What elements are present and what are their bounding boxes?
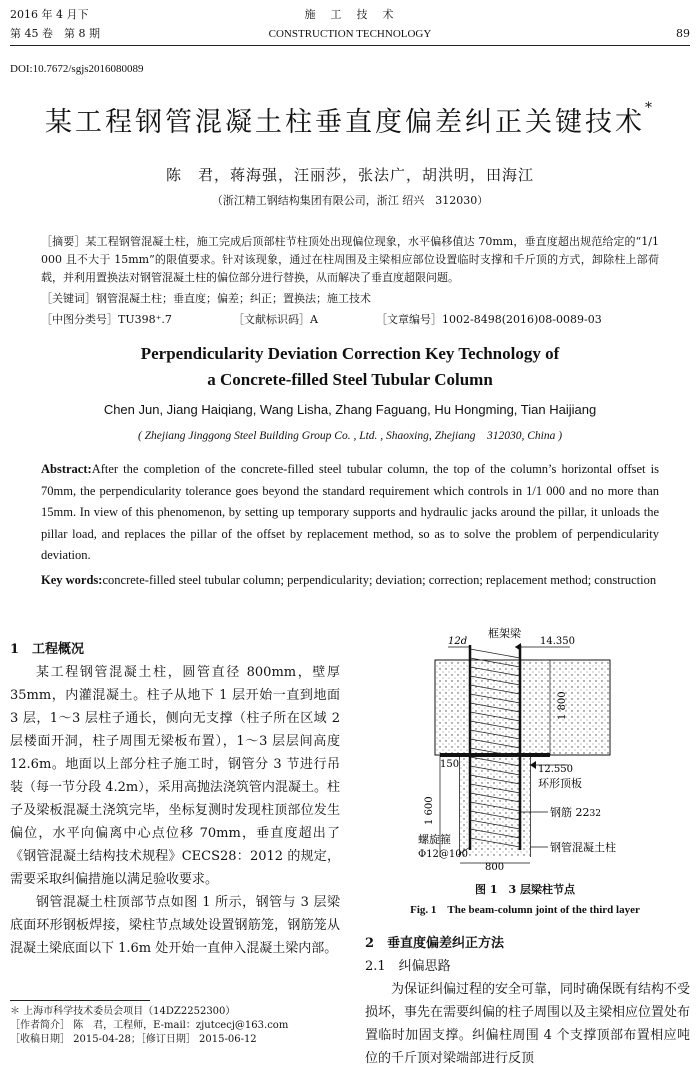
- header-journal-en: CONSTRUCTION TECHNOLOGY: [268, 28, 432, 40]
- abstract-en: Abstract:After the completion of the concrete-filled steel tubular column, the top of the column’s horizontal offset is 70mm, the perpendicularity tolerance goes beyond the standard requirement which controls in 1/1 000 and no more than 15mm. In view of this phenomenon, by setting up temporary supports and hydraulic jacks around the pillar, it unloads the pillar load, and replaces the pillar of the offset by replacement method, so as to solve the problem of perpendicularity deviation.: [41, 462, 659, 562]
- stirrup-segment: [470, 649, 520, 658]
- header-date: 2016 年 4 月下: [10, 8, 89, 21]
- figure-caption-en: Fig. 1 The beam-column joint of the third layer: [410, 904, 640, 916]
- authors-cn: 陈 君，蒋海强，汪丽莎，张法广，胡洪明，田海江: [165, 166, 534, 184]
- footnotes: [10, 1005, 340, 1047]
- section1-heading: 1 工程概况: [10, 642, 85, 657]
- abstract-cn: ［摘要］某工程钢管混凝土柱，施工完成后顶部柱节柱顶处出现偏位现象，水平偏移值达 70mm，垂直度超出规范给定的“1/1 000 且不大于 15mm”的限值要求。针对该现象，通过在柱周围及主梁相应部位设置临时支撑和千斤顶的方式，卸除柱上部荷载，并利用置换法对钢管混凝土柱的偏位部分进行替换，从而解决了垂直度超限问题。: [41, 235, 660, 284]
- section2-para1: 为保证纠偏过程的安全可靠，同时确保既有结构不受损坏，事先在需要纠偏的柱子周围以及主梁相应位置处布置临时加固支撑。纠偏柱周围 4 个支撑顶部布置相应吨位的千斤顶对梁端部进行反顶: [365, 982, 691, 1066]
- doi: DOI:10.7672/sgjs2016080089: [10, 63, 144, 75]
- header-page: 89: [676, 27, 690, 40]
- section1-para2: 钢管混凝土柱顶部节点如图 1 所示，钢管与 3 层梁底面环形钢板焊接，梁柱节点域处设置钢筋笼，钢筋笼从混凝土梁底面以下 1.6m 处开始一直伸入混凝土梁内部。: [10, 895, 340, 956]
- affiliation-en: ( Zhejiang Jinggong Steel Building Group Co. , Ltd. , Shaoxing, Zhejiang 312030, China ): [137, 430, 563, 442]
- section2-sub-heading: 2.1 纠偏思路: [365, 959, 451, 974]
- footnote-rule: [10, 1000, 150, 1001]
- header-volume: 第 45 卷 第 8 期: [10, 27, 100, 40]
- footnote-author: ［作者简介］ 陈 君，工程师，E-mail：zjutcecj@163.com: [10, 1020, 289, 1031]
- section2: [365, 932, 690, 1070]
- label-rebar: 钢筋 2232: [550, 806, 601, 819]
- label-1800: 1 800: [557, 691, 568, 720]
- title-en-line2: a Concrete-filled Steel Tubular Column: [207, 370, 493, 389]
- title-en-line1: Perpendicularity Deviation Correction Key Technology of: [140, 344, 560, 363]
- header-rule: [10, 45, 690, 46]
- clc: ［中图分类号］TU398⁺.7: [41, 313, 172, 326]
- section1: [10, 638, 340, 960]
- keywords-cn: ［关键词］钢管混凝土柱；垂直度；偏差；纠正；置换法；施工技术: [41, 292, 371, 305]
- ring-plate: [440, 753, 550, 757]
- footnote-dates: ［收稿日期］ 2015-04-28；［修订日期］ 2015-06-12: [10, 1034, 257, 1045]
- label-frame-beam: 框架梁: [488, 627, 521, 640]
- article-number: ［文章编号］1002-8498(2016)08-0089-03: [376, 313, 602, 326]
- label-1600: 1 600: [424, 796, 435, 825]
- figure-beam-column-joint: [360, 625, 690, 870]
- label-column: 钢管混凝土柱: [550, 841, 616, 854]
- header-journal-cn: 施 工 技 术: [304, 8, 396, 21]
- label-800: 800: [485, 862, 505, 870]
- authors-en: Chen Jun, Jiang Haiqiang, Wang Lisha, Zhang Faguang, Hu Hongming, Tian Haijiang: [103, 402, 597, 417]
- label-stirrup: 螺旋箍: [418, 833, 451, 846]
- footnote-fund: ＊ 上海市科学技术委员会项目（14DZ2252300）: [10, 1006, 236, 1017]
- section1-para1: 某工程钢管混凝土柱，圆管直径 800mm，壁厚 35mm，内灌混凝土。柱子从地下 1 层开始一直到地面 3 层，1～3 层柱子通长，侧向无支撑（柱子所在区域 2 层楼面开洞，柱子周围无梁板布置），1～3 层层间高度 12.6m。地面以上部分柱子施工时，钢管分 3 节进行吊装（每一节分段 4.2m），采用高抛法浇筑管内混凝土。柱子及梁板混凝土浇筑完毕，坐标复测时发现柱顶部位发生偏位，水平向偏离中心点位移 70mm，垂直度超出了《钢管混凝土结构技术规程》CECS28：2012 的规定，需要采取纠偏措施以满足验收要求。: [10, 665, 340, 887]
- keywords-en: Key words:concrete-filled steel tubular column; perpendicularity; deviation; correction; replacement method; construction: [41, 573, 657, 587]
- beam-shape: [435, 660, 610, 755]
- affiliation-cn: （浙江精工钢结构集团有限公司，浙江 绍兴 312030）: [211, 194, 489, 207]
- doc-code: ［文献标识码］A: [233, 313, 318, 326]
- figure-caption-cn: 图 1 3 层梁柱节点: [475, 883, 575, 896]
- label-150: 150: [440, 759, 460, 770]
- label-12d: 12d: [448, 636, 468, 647]
- section2-heading: 2 垂直度偏差纠正方法: [365, 936, 505, 951]
- page-title: 某工程钢管混凝土柱垂直度偏差纠正关键技术*: [45, 100, 655, 138]
- label-elev-12550: 12.550: [538, 764, 573, 775]
- label-elev-14350: 14.350: [540, 636, 575, 647]
- label-ring-plate: 环形顶板: [538, 777, 582, 790]
- label-stirrup-spec: Φ12@100: [418, 849, 469, 860]
